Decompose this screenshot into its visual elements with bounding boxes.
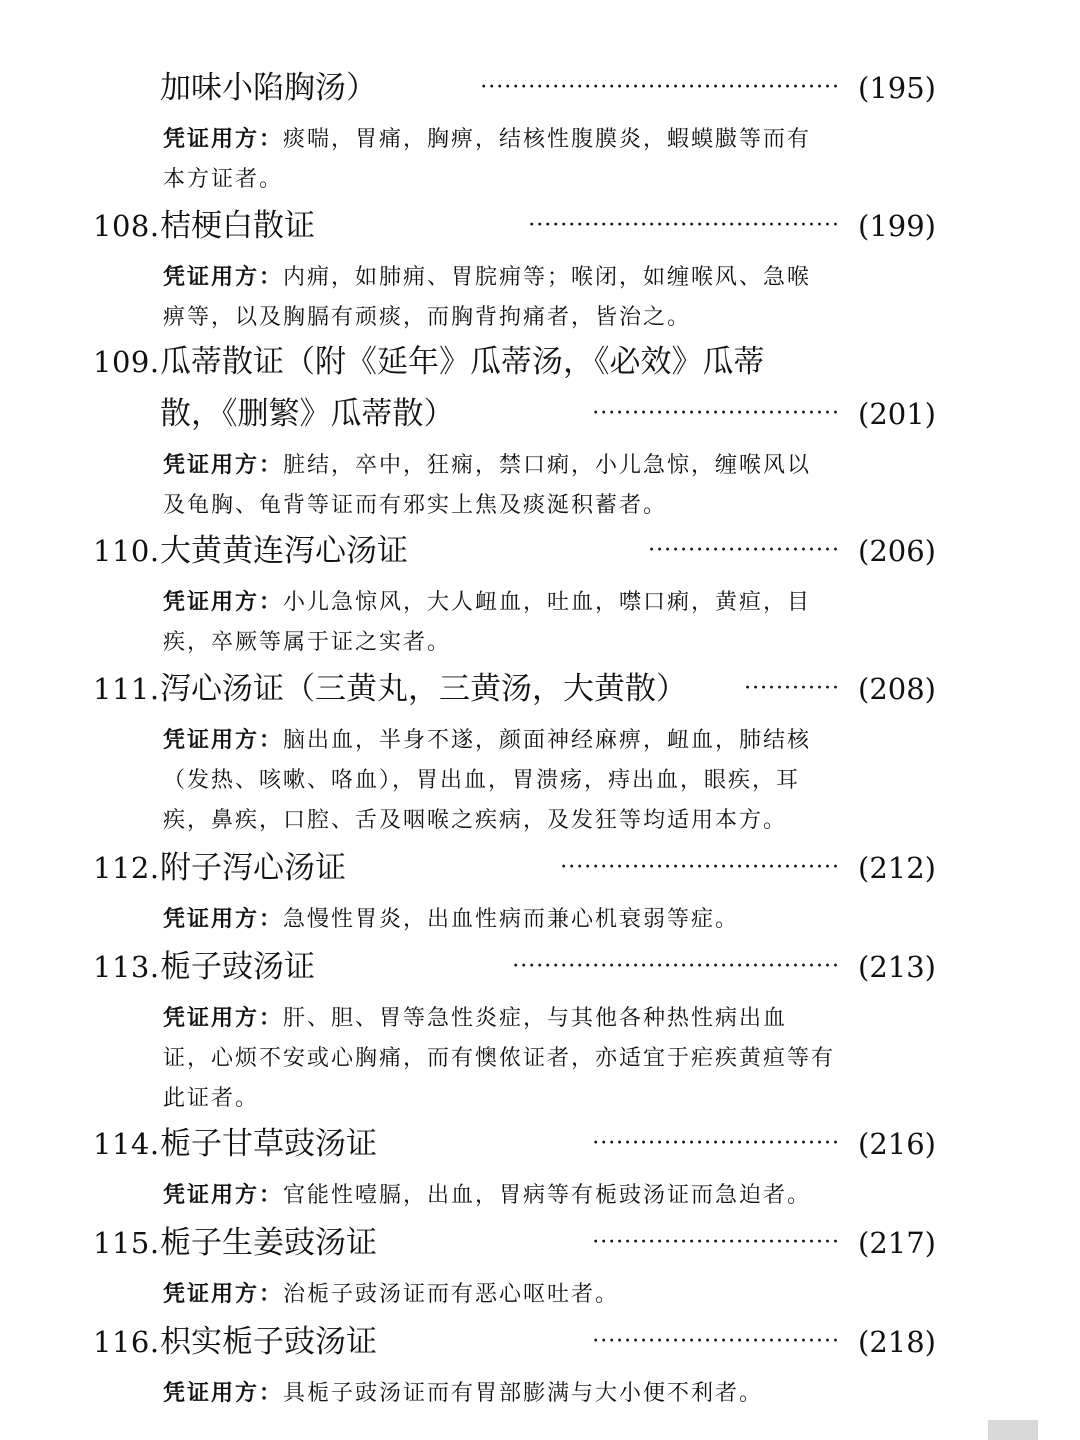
toc-entry bbox=[0, 200, 1080, 338]
toc-entry bbox=[0, 525, 1080, 663]
entry-title: 枳实栀子豉汤证 bbox=[160, 1324, 377, 1360]
desc-text: 内痈，如肺痈、胃脘痈等；喉闭，如缠喉风、急喉痹等，以及胸膈有顽痰，而胸背拘痛者，皆治之。 bbox=[163, 265, 812, 330]
page-number: (199) bbox=[858, 209, 936, 243]
page-number: (206) bbox=[858, 534, 936, 568]
toc-entry bbox=[0, 842, 1080, 940]
desc-text: 急慢性胃炎，出血性病而兼心机衰弱等症。 bbox=[283, 907, 740, 932]
desc-label: 凭证用方： bbox=[163, 1006, 284, 1031]
entry-description bbox=[163, 258, 835, 338]
desc-label: 凭证用方： bbox=[163, 1183, 284, 1208]
entry-description bbox=[163, 120, 835, 200]
leader-dots: ······························· bbox=[592, 1329, 840, 1354]
leader-dots: ··································· bbox=[560, 855, 840, 880]
entry-description bbox=[163, 583, 835, 663]
toc-entry bbox=[0, 62, 1080, 200]
page-number: (212) bbox=[858, 851, 936, 885]
entry-title-line bbox=[0, 1118, 1080, 1170]
entry-title: 大黄黄连泻心汤证 bbox=[160, 533, 408, 569]
desc-text: 脏结，卒中，狂痫，禁口痢，小儿急惊，缠喉风以及龟胸、龟背等证而有邪实上焦及痰涎积蓄者。 bbox=[163, 453, 812, 518]
entry-title: 附子泻心汤证 bbox=[160, 850, 346, 886]
page-number: (213) bbox=[858, 950, 936, 984]
entry-number: 112. bbox=[93, 851, 160, 885]
desc-label: 凭证用方： bbox=[163, 1282, 284, 1307]
desc-text: 小儿急惊风，大人衄血，吐血，噤口痢，黄疸，目疾，卒厥等属于证之实者。 bbox=[163, 590, 812, 655]
desc-text: 官能性噎膈，出血，胃病等有栀豉汤证而急迫者。 bbox=[283, 1183, 812, 1208]
page-number: (195) bbox=[858, 71, 936, 105]
scan-smudge bbox=[988, 1420, 1038, 1440]
page-number: (201) bbox=[858, 397, 936, 431]
entry-number: 114. bbox=[93, 1127, 160, 1161]
toc-entry bbox=[0, 663, 1080, 841]
leader-dots: ························ bbox=[648, 538, 840, 563]
entry-title: 栀子生姜豉汤证 bbox=[160, 1225, 377, 1261]
leader-dots: ······························· bbox=[592, 401, 840, 426]
page-number: (217) bbox=[858, 1226, 936, 1260]
leader-dots: ······································· bbox=[528, 213, 840, 238]
entry-number: 116. bbox=[93, 1325, 160, 1359]
leader-dots: ······························· bbox=[592, 1131, 840, 1156]
entry-number: 115. bbox=[93, 1226, 160, 1260]
desc-text: 痰喘，胃痛，胸痹，结核性腹膜炎，蝦蟆臌等而有本方证者。 bbox=[163, 127, 812, 192]
entry-title-line bbox=[0, 336, 1080, 388]
toc-entry bbox=[0, 1217, 1080, 1315]
entry-description bbox=[163, 446, 835, 526]
entry-title-line bbox=[0, 663, 1080, 715]
entry-number: 113. bbox=[93, 950, 160, 984]
desc-label: 凭证用方： bbox=[163, 590, 284, 615]
toc-entry bbox=[0, 1316, 1080, 1414]
toc-entry bbox=[0, 1118, 1080, 1216]
entry-title: 泻心汤证（三黄丸，三黄汤，大黄散） bbox=[160, 671, 687, 707]
entry-title: 栀子甘草豉汤证 bbox=[160, 1126, 377, 1162]
entry-description bbox=[163, 900, 835, 940]
desc-label: 凭证用方： bbox=[163, 127, 284, 152]
entry-title-line bbox=[0, 388, 1080, 440]
page-number: (208) bbox=[858, 672, 936, 706]
desc-label: 凭证用方： bbox=[163, 453, 284, 478]
entry-title-line bbox=[0, 941, 1080, 993]
page-number: (218) bbox=[858, 1325, 936, 1359]
entry-title: 瓜蒂散证（附《延年》瓜蒂汤，《必效》瓜蒂 bbox=[160, 344, 765, 380]
leader-dots: ········································· bbox=[512, 954, 840, 979]
entry-title-line bbox=[0, 200, 1080, 252]
entry-title: 桔梗白散证 bbox=[160, 208, 315, 244]
entry-title-line bbox=[0, 1217, 1080, 1269]
desc-label: 凭证用方： bbox=[163, 728, 284, 753]
toc-entry bbox=[0, 336, 1080, 526]
entry-description bbox=[163, 1176, 835, 1216]
entry-description bbox=[163, 721, 835, 841]
entry-title: 栀子豉汤证 bbox=[160, 949, 315, 985]
desc-text: 肝、胆、胃等急性炎症，与其他各种热性病出血证，心烦不安或心胸痛，而有懊侬证者，亦适宜于疟疾黄疸等有此证者。 bbox=[163, 1006, 836, 1111]
toc-entry bbox=[0, 941, 1080, 1119]
entry-title-line bbox=[0, 525, 1080, 577]
entry-description bbox=[163, 1374, 835, 1414]
entry-title-line bbox=[0, 1316, 1080, 1368]
desc-text: 治栀子豉汤证而有恶心呕吐者。 bbox=[283, 1282, 620, 1307]
entry-number: 109. bbox=[93, 345, 160, 379]
leader-dots: ············································· bbox=[480, 75, 840, 100]
leader-dots: ······························· bbox=[592, 1230, 840, 1255]
desc-text: 脑出血，半身不遂，颜面神经麻痹，衄血，肺结核（发热、咳嗽、咯血），胃出血，胃溃疡，痔出血，眼疾，耳疾，鼻疾，口腔、舌及咽喉之疾病，及发狂等均适用本方。 bbox=[163, 728, 812, 833]
entry-number: 111. bbox=[93, 672, 160, 706]
page-number: (216) bbox=[858, 1127, 936, 1161]
entry-number: 108. bbox=[93, 209, 160, 243]
entry-number: 110. bbox=[93, 534, 160, 568]
desc-text: 具栀子豉汤证而有胃部膨满与大小便不利者。 bbox=[283, 1381, 764, 1406]
entry-description bbox=[163, 1275, 835, 1315]
desc-label: 凭证用方： bbox=[163, 1381, 284, 1406]
entry-title-continued: 散，《删繁》瓜蒂散） bbox=[160, 396, 455, 432]
leader-dots: ············ bbox=[744, 676, 840, 701]
desc-label: 凭证用方： bbox=[163, 907, 284, 932]
entry-title-line bbox=[0, 842, 1080, 894]
desc-label: 凭证用方： bbox=[163, 265, 284, 290]
entry-description bbox=[163, 999, 835, 1119]
entry-title-line bbox=[0, 62, 1080, 114]
entry-title: 加味小陷胸汤） bbox=[160, 70, 377, 106]
